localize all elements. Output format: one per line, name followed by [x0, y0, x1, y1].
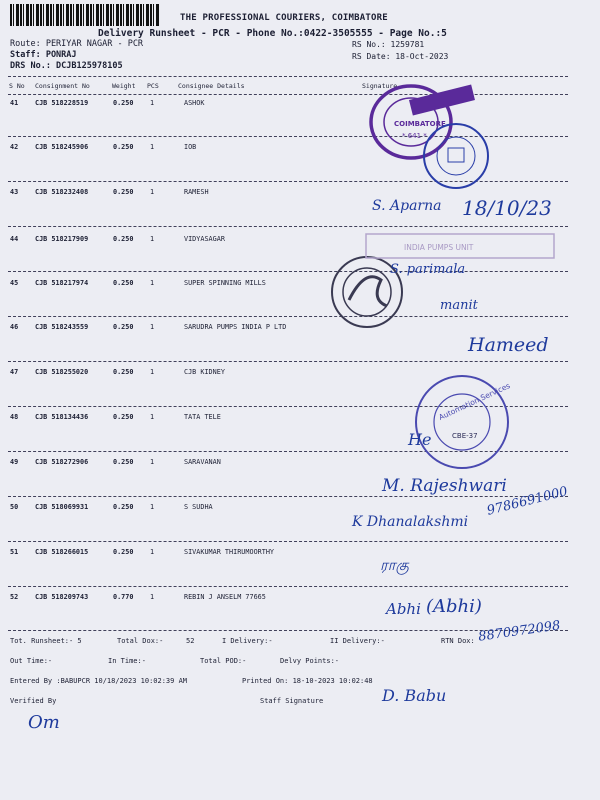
col-consignee: Consignee Details: [178, 82, 245, 90]
row-sno: 52: [10, 593, 19, 601]
printed-on: Printed On: 18-10-2023 10:02:48: [242, 677, 373, 685]
row-pcs: 1: [150, 323, 155, 331]
ii-delivery: II Delivery:-: [330, 637, 385, 645]
pumps-unit-stamp: [364, 232, 560, 262]
row-sno: 41: [10, 99, 19, 107]
row-sno: 51: [10, 548, 19, 556]
row-divider: [8, 316, 568, 317]
document-title: THE PROFESSIONAL COURIERS, COIMBATORE: [180, 13, 388, 23]
row-consignee: TATA TELE: [184, 413, 221, 421]
row-consignee: RAMESH: [184, 188, 209, 196]
row-sno: 45: [10, 279, 19, 287]
row-pcs: 1: [150, 548, 155, 556]
row-sno: 48: [10, 413, 19, 421]
rs-number: RS No.: 1259781: [352, 40, 425, 49]
row-weight: 0.250: [113, 413, 134, 421]
row-consignment: CJB 518217974: [35, 279, 89, 287]
row-consignee: IOB: [184, 143, 197, 151]
row-weight: 0.770: [113, 593, 134, 601]
row-pcs: 1: [150, 593, 155, 601]
signature-row49: M. Rajeshwari: [382, 476, 507, 496]
verified-signature: Om: [28, 712, 60, 733]
svg-text:INDIA PUMPS UNIT: INDIA PUMPS UNIT: [404, 243, 474, 252]
col-signature: Signature: [362, 82, 398, 90]
verified-by-label: Verified By: [10, 697, 57, 705]
row-sno: 42: [10, 143, 19, 151]
row-weight: 0.250: [113, 279, 134, 287]
row-weight: 0.250: [113, 458, 134, 466]
signature-row51: ராகு: [380, 556, 409, 574]
entered-by: Entered By :BABUPCR 10/18/2023 10:02:39 AM: [10, 677, 188, 685]
signature-row46b: Hameed: [468, 334, 549, 356]
row-sno: 43: [10, 188, 19, 196]
row-sno: 49: [10, 458, 19, 466]
row-weight: 0.250: [113, 368, 134, 376]
row-weight: 0.250: [113, 503, 134, 511]
row-pcs: 1: [150, 368, 155, 376]
total-runsheet: Tot. Runsheet:- 5: [10, 637, 82, 645]
row-pcs: 1: [150, 99, 155, 107]
row-pcs: 1: [150, 413, 155, 421]
staff-signature-label: Staff Signature: [260, 697, 324, 705]
delvy-points: Delvy Points:-: [280, 657, 340, 665]
row-weight: 0.250: [113, 143, 134, 151]
total-dox-value: 52: [186, 637, 195, 645]
svg-text:* 641 *: * 641 *: [402, 132, 427, 140]
row-divider: [8, 226, 568, 227]
col-weight: Weight: [112, 82, 136, 90]
signature-row52b: (Abhi): [426, 596, 482, 617]
table-row: [0, 548, 600, 594]
barcode: [10, 4, 160, 26]
row-consignee: SARAVANAN: [184, 458, 221, 466]
row-consignment: CJB 518266015: [35, 548, 89, 556]
row-consignee: S SUDHA: [184, 503, 213, 511]
row-sno: 46: [10, 323, 19, 331]
signature-row52a: Abhi: [386, 600, 421, 618]
bank-round-stamp: [418, 120, 498, 192]
row-divider: [8, 586, 568, 587]
svg-text:COIMBATORE: COIMBATORE: [394, 120, 446, 128]
row-weight: 0.250: [113, 188, 134, 196]
signature-row48: He: [408, 430, 432, 449]
row-divider: [8, 271, 568, 272]
row-pcs: 1: [150, 235, 155, 243]
row-weight: 0.250: [113, 235, 134, 243]
header-divider-bottom: [8, 94, 568, 95]
row-weight: 0.250: [113, 548, 134, 556]
signature-row43: S. Aparna: [372, 198, 442, 214]
row-sno: 47: [10, 368, 19, 376]
row-consignee: ASHOK: [184, 99, 205, 107]
header-divider-top: [8, 76, 568, 77]
row-pcs: 1: [150, 458, 155, 466]
out-time: Out Time:-: [10, 657, 53, 665]
row-divider: [8, 496, 568, 497]
row-consignment: CJB 518217909: [35, 235, 89, 243]
row-pcs: 1: [150, 143, 155, 151]
signature-row45: S. parimala: [390, 262, 466, 277]
row-consignment: CJB 518209743: [35, 593, 89, 601]
row-consignment: CJB 518228519: [35, 99, 89, 107]
document-subtitle: Delivery Runsheet - PCR - Phone No.:0422-3505555 - Page No.:5: [98, 28, 447, 39]
row-consignment: CJB 518069931: [35, 503, 89, 511]
col-sno: S No: [9, 82, 25, 90]
row-consignment: CJB 518255020: [35, 368, 89, 376]
row-consignee: SUPER SPINNING MILLS: [184, 279, 266, 287]
i-delivery: I Delivery:-: [222, 637, 273, 645]
total-dox-label: Total Dox:-: [117, 637, 164, 645]
row-divider: [8, 361, 568, 362]
row-pcs: 1: [150, 279, 155, 287]
signature-row46a: manit: [440, 298, 478, 313]
row-pcs: 1: [150, 503, 155, 511]
row-consignee: REBIN J ANSELM 77665: [184, 593, 266, 601]
signature-row50b: 9786691000: [485, 484, 570, 519]
automation-services-stamp: [408, 370, 514, 474]
row-consignment: CJB 518232408: [35, 188, 89, 196]
row-divider: [8, 541, 568, 542]
table-row: [0, 99, 600, 145]
rtn-dox: RTN Dox:: [441, 637, 475, 645]
svg-text:CBE-37: CBE-37: [452, 432, 478, 440]
route-label: Route: PERIYAR NAGAR - PCR: [10, 39, 144, 49]
row-consignee: CJB KIDNEY: [184, 368, 225, 376]
svg-text:Automation Services: Automation Services: [437, 380, 512, 422]
table-row: [0, 143, 600, 189]
signature-row52c: 8870972098: [477, 618, 562, 645]
row-consignee: SARUDRA PUMPS INDIA P LTD: [184, 323, 287, 331]
signature-row43-date: 18/10/23: [462, 196, 552, 220]
col-consignment: Consignment No: [35, 82, 90, 90]
row-consignment: CJB 518272906: [35, 458, 89, 466]
staff-label: Staff: PONRAJ: [10, 50, 77, 60]
in-time: In Time:-: [108, 657, 146, 665]
signature-row50a: K Dhanalakshmi: [352, 514, 469, 530]
row-sno: 50: [10, 503, 19, 511]
row-consignment: CJB 518134436: [35, 413, 89, 421]
row-weight: 0.250: [113, 323, 134, 331]
drs-number: DRS No.: DCJB125978105: [10, 61, 123, 71]
col-pcs: PCS: [147, 82, 159, 90]
row-consignee: SIVAKUMAR THIRUMOORTHY: [184, 548, 275, 556]
total-pod: Total POD:-: [200, 657, 247, 665]
rs-date: RS Date: 18-Oct-2023: [352, 52, 449, 61]
row-consignment: CJB 518243559: [35, 323, 89, 331]
row-consignment: CJB 518245906: [35, 143, 89, 151]
row-sno: 44: [10, 235, 19, 243]
staff-signature: D. Babu: [382, 686, 447, 705]
row-pcs: 1: [150, 188, 155, 196]
row-weight: 0.250: [113, 99, 134, 107]
row-consignee: VIDYASAGAR: [184, 235, 225, 243]
table-row: [0, 279, 600, 325]
